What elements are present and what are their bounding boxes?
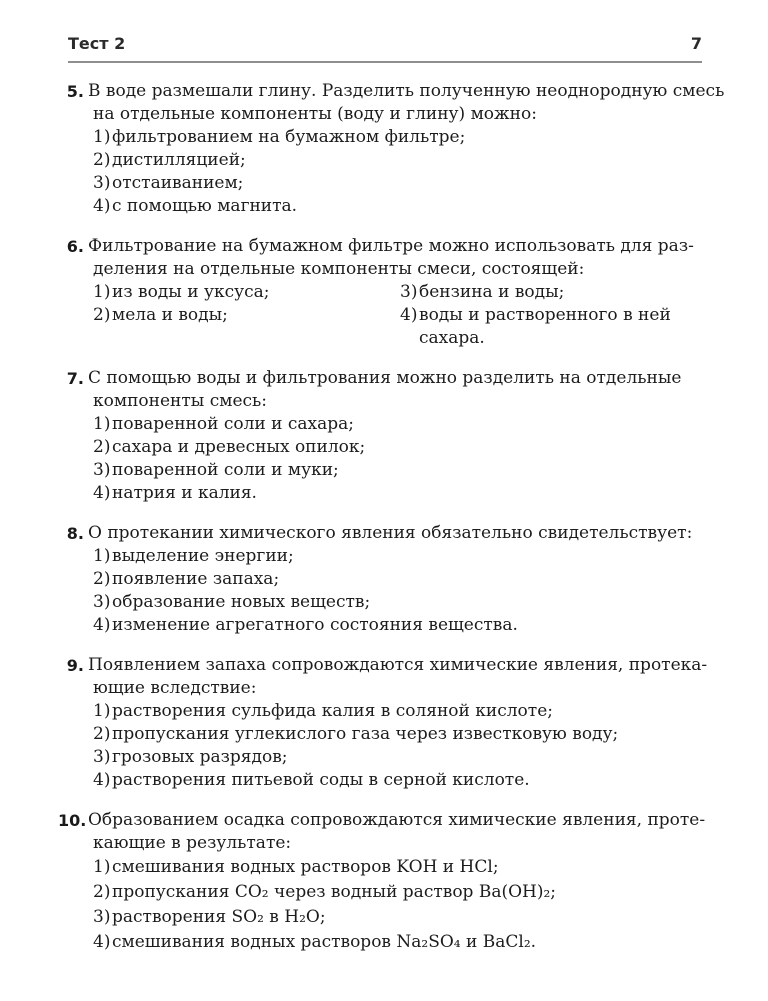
question-8 xyxy=(58,522,702,637)
answer-option xyxy=(93,905,702,930)
question-text-line: ющие вследствие: xyxy=(93,678,257,698)
answer-option xyxy=(93,614,702,637)
running-head xyxy=(58,34,702,54)
question-number: 9. xyxy=(66,656,84,675)
question-text-line: компоненты смесь: xyxy=(93,391,268,411)
option-number: 4) xyxy=(93,483,111,503)
option-number: 3) xyxy=(400,282,418,302)
answer-option xyxy=(93,591,702,614)
options-list xyxy=(93,126,702,218)
option-number: 2) xyxy=(93,724,111,744)
options-two-columns xyxy=(93,281,702,350)
option-text: выделение энергии; xyxy=(112,546,294,566)
question-text-line: С помощью воды и фильтрования можно разделить на отдельные xyxy=(88,368,682,388)
option-text: пропускания CO₂ через водный раствор Ba(OH)₂; xyxy=(112,882,557,902)
answer-option xyxy=(93,855,702,880)
options-list xyxy=(93,413,702,505)
option-number: 1) xyxy=(93,282,111,302)
option-number: 1) xyxy=(93,546,111,566)
question-text-line: на отдельные компоненты (воду и глину) можно: xyxy=(93,104,537,124)
options-column-right xyxy=(400,281,702,350)
option-text: растворения SO₂ в H₂O; xyxy=(112,907,326,927)
answer-option xyxy=(93,723,702,746)
answer-option xyxy=(93,568,702,591)
option-text: фильтрованием на бумажном фильтре; xyxy=(112,127,466,147)
answer-option xyxy=(93,436,702,459)
option-number: 3) xyxy=(93,460,111,480)
answer-option xyxy=(93,172,702,195)
answer-option xyxy=(93,281,400,304)
options-list xyxy=(93,700,702,792)
answer-option xyxy=(93,769,702,792)
question-number: 10. xyxy=(58,811,87,830)
answer-option xyxy=(93,413,702,436)
question-body xyxy=(88,522,702,637)
question-text-line: деления на отдельные компоненты смеси, состоящей: xyxy=(93,259,585,279)
answer-option xyxy=(93,459,702,482)
question-number: 5. xyxy=(66,82,84,101)
option-number: 4) xyxy=(93,615,111,635)
option-text: из воды и уксуса; xyxy=(112,282,270,302)
option-text: изменение агрегатного состояния вещества. xyxy=(112,615,518,635)
answer-option xyxy=(400,281,702,304)
option-number: 2) xyxy=(93,882,111,902)
option-text: с помощью магнита. xyxy=(112,196,298,216)
option-text: мела и воды; xyxy=(112,305,228,325)
option-text: смешивания водных растворов KOH и HCl; xyxy=(112,857,499,877)
question-5 xyxy=(58,80,725,218)
option-number: 1) xyxy=(93,414,111,434)
question-body xyxy=(88,80,725,218)
options-column-left xyxy=(93,281,400,350)
option-number: 4) xyxy=(400,305,418,325)
question-text-line: Появлением запаха сопровождаются химические явления, протека- xyxy=(88,655,708,675)
option-number: 3) xyxy=(93,747,111,767)
answer-option xyxy=(93,746,702,769)
question-number: 8. xyxy=(66,524,84,543)
question-body xyxy=(88,809,706,955)
answer-option xyxy=(93,482,702,505)
option-number: 2) xyxy=(93,569,111,589)
option-number: 2) xyxy=(93,437,111,457)
option-number: 1) xyxy=(93,701,111,721)
answer-option xyxy=(93,880,702,905)
option-text: сахара и древесных опилок; xyxy=(112,437,366,457)
option-number: 1) xyxy=(93,857,111,877)
question-9 xyxy=(58,654,708,792)
option-text: растворения питьевой соды в серной кислоте. xyxy=(112,770,530,790)
answer-option xyxy=(93,700,702,723)
option-number: 2) xyxy=(93,150,111,170)
option-text: поваренной соли и муки; xyxy=(112,460,339,480)
option-text: растворения сульфида калия в соляной кислоте; xyxy=(112,701,553,721)
question-text-line: Фильтрование на бумажном фильтре можно использовать для раз- xyxy=(88,236,694,256)
option-text: пропускания углекислого газа через известковую воду; xyxy=(112,724,619,744)
question-text-line: В воде размешали глину. Разделить полученную неоднородную смесь xyxy=(88,81,725,101)
answer-option xyxy=(93,545,702,568)
option-text: воды и растворенного в ней сахара. xyxy=(419,305,671,348)
question-body xyxy=(88,654,708,792)
option-text: грозовых разрядов; xyxy=(112,747,288,767)
question-7 xyxy=(58,367,702,505)
option-number: 3) xyxy=(93,592,111,612)
option-text: натрия и калия. xyxy=(112,483,257,503)
options-list xyxy=(93,545,702,637)
question-body xyxy=(88,367,702,505)
option-text: поваренной соли и сахара; xyxy=(112,414,354,434)
option-number: 1) xyxy=(93,127,111,147)
page-number: 7 xyxy=(690,34,702,53)
answer-option xyxy=(93,304,400,327)
question-6 xyxy=(58,235,702,350)
option-text: бензина и воды; xyxy=(419,282,565,302)
option-number: 4) xyxy=(93,770,111,790)
option-text: смешивания водных растворов Na₂SO₄ и BaCl₂. xyxy=(112,932,537,952)
test-title: Тест 2 xyxy=(68,34,126,53)
option-number: 4) xyxy=(93,196,111,216)
question-number: 6. xyxy=(66,237,84,256)
answer-option xyxy=(93,149,702,172)
option-text: отстаиванием; xyxy=(112,173,244,193)
answer-option xyxy=(400,304,702,350)
header-rule xyxy=(68,61,702,63)
question-number: 7. xyxy=(66,369,84,388)
question-text-line: Образованием осадка сопровождаются химические явления, проте- xyxy=(88,810,706,830)
option-number: 3) xyxy=(93,907,111,927)
question-text-line: О протекании химического явления обязательно свидетельствует: xyxy=(88,523,693,543)
option-number: 2) xyxy=(93,305,111,325)
question-text-line: кающие в результате: xyxy=(93,833,292,853)
answer-option xyxy=(93,930,702,955)
option-text: появление запаха; xyxy=(112,569,280,589)
question-10 xyxy=(58,809,706,955)
options-list xyxy=(93,855,702,955)
option-text: образование новых веществ; xyxy=(112,592,371,612)
answer-option xyxy=(93,195,702,218)
option-text: дистилляцией; xyxy=(112,150,246,170)
option-number: 4) xyxy=(93,932,111,952)
answer-option xyxy=(93,126,702,149)
question-body xyxy=(88,235,702,350)
option-number: 3) xyxy=(93,173,111,193)
